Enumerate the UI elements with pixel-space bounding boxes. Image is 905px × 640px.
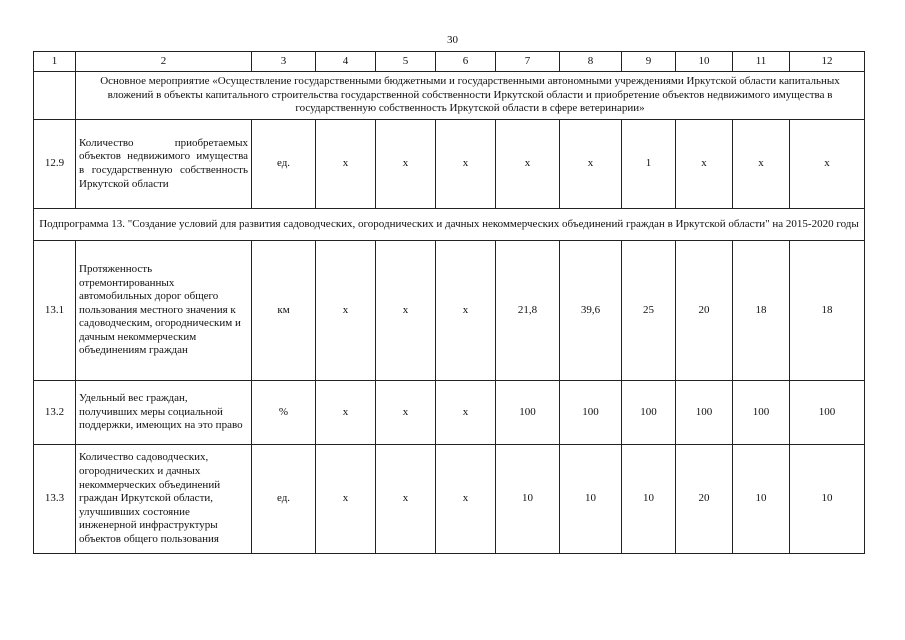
value-cell: 20: [676, 445, 733, 554]
value-cell: х: [316, 120, 376, 209]
indicator-name: Количество приобретаемых объектов недвижимого имущества в государственную собственность Иркутской области: [76, 120, 252, 209]
value-cell: 20: [676, 241, 733, 381]
row-number: 13.1: [34, 241, 76, 381]
value-cell: х: [376, 381, 436, 445]
value-cell: х: [560, 120, 622, 209]
indicators-table: [33, 51, 865, 554]
table-row: [34, 120, 865, 209]
value-cell: 10: [560, 445, 622, 554]
indicator-name: Протяженность отремонтированных автомобильных дорог общего пользования местного значения к садоводческим, огородническим и дачным некоммерческим объединениям граждан: [76, 241, 252, 381]
value-cell: 100: [560, 381, 622, 445]
value-cell: 1: [622, 120, 676, 209]
column-header: 3: [252, 52, 316, 72]
column-header: 10: [676, 52, 733, 72]
value-cell: 100: [622, 381, 676, 445]
value-cell: х: [376, 120, 436, 209]
value-cell: 100: [733, 381, 790, 445]
value-cell: 39,6: [560, 241, 622, 381]
main-event-title: Основное мероприятие «Осуществление государственными бюджетными и государственными автономными учреждениями Иркутской области капитальных вложений в объекты капитального строительства государственной собственности Иркутской области и приобретение объектов недвижимого имущества в государственную собственность Иркутской области в сфере ветеринарии»: [76, 72, 865, 120]
value-cell: х: [733, 120, 790, 209]
column-header: 8: [560, 52, 622, 72]
column-header: 9: [622, 52, 676, 72]
subprogram-row: [34, 209, 865, 241]
value-cell: х: [376, 445, 436, 554]
value-cell: 25: [622, 241, 676, 381]
header-row: [34, 52, 865, 72]
value-cell: х: [436, 381, 496, 445]
column-header: 1: [34, 52, 76, 72]
value-cell: 18: [733, 241, 790, 381]
table-row: [34, 445, 865, 554]
value-cell: 100: [790, 381, 865, 445]
value-cell: 21,8: [496, 241, 560, 381]
table-row: [34, 241, 865, 381]
indicator-name: Удельный вес граждан, получивших меры социальной поддержки, имеющих на это право: [76, 381, 252, 445]
column-header: 4: [316, 52, 376, 72]
value-cell: х: [436, 445, 496, 554]
value-cell: х: [316, 381, 376, 445]
column-header: 12: [790, 52, 865, 72]
value-cell: х: [676, 120, 733, 209]
column-header: 6: [436, 52, 496, 72]
column-header: 5: [376, 52, 436, 72]
unit-cell: ед.: [252, 120, 316, 209]
value-cell: х: [496, 120, 560, 209]
value-cell: 100: [496, 381, 560, 445]
empty-cell: [34, 72, 76, 120]
value-cell: 10: [733, 445, 790, 554]
row-number: 13.2: [34, 381, 76, 445]
value-cell: х: [376, 241, 436, 381]
unit-cell: ед.: [252, 445, 316, 554]
unit-cell: %: [252, 381, 316, 445]
column-header: 2: [76, 52, 252, 72]
value-cell: 18: [790, 241, 865, 381]
value-cell: х: [790, 120, 865, 209]
value-cell: х: [316, 241, 376, 381]
value-cell: х: [436, 241, 496, 381]
table-row: [34, 381, 865, 445]
value-cell: 10: [790, 445, 865, 554]
row-number: 13.3: [34, 445, 76, 554]
column-header: 11: [733, 52, 790, 72]
row-number: 12.9: [34, 120, 76, 209]
column-header: 7: [496, 52, 560, 72]
subprogram-title: Подпрограмма 13. "Создание условий для развития садоводческих, огороднических и дачных некоммерческих объединений граждан в Иркутской области" на 2015-2020 годы: [34, 209, 865, 241]
value-cell: 10: [622, 445, 676, 554]
value-cell: 100: [676, 381, 733, 445]
main-event-row: [34, 72, 865, 120]
unit-cell: км: [252, 241, 316, 381]
value-cell: х: [436, 120, 496, 209]
indicator-name: Количество садоводческих, огороднических и дачных некоммерческих объединений граждан Иркутской области, улучшивших состояние инженерной инфраструктуры объектов общего пользования: [76, 445, 252, 554]
page-number: 30: [447, 34, 458, 46]
value-cell: 10: [496, 445, 560, 554]
value-cell: х: [316, 445, 376, 554]
